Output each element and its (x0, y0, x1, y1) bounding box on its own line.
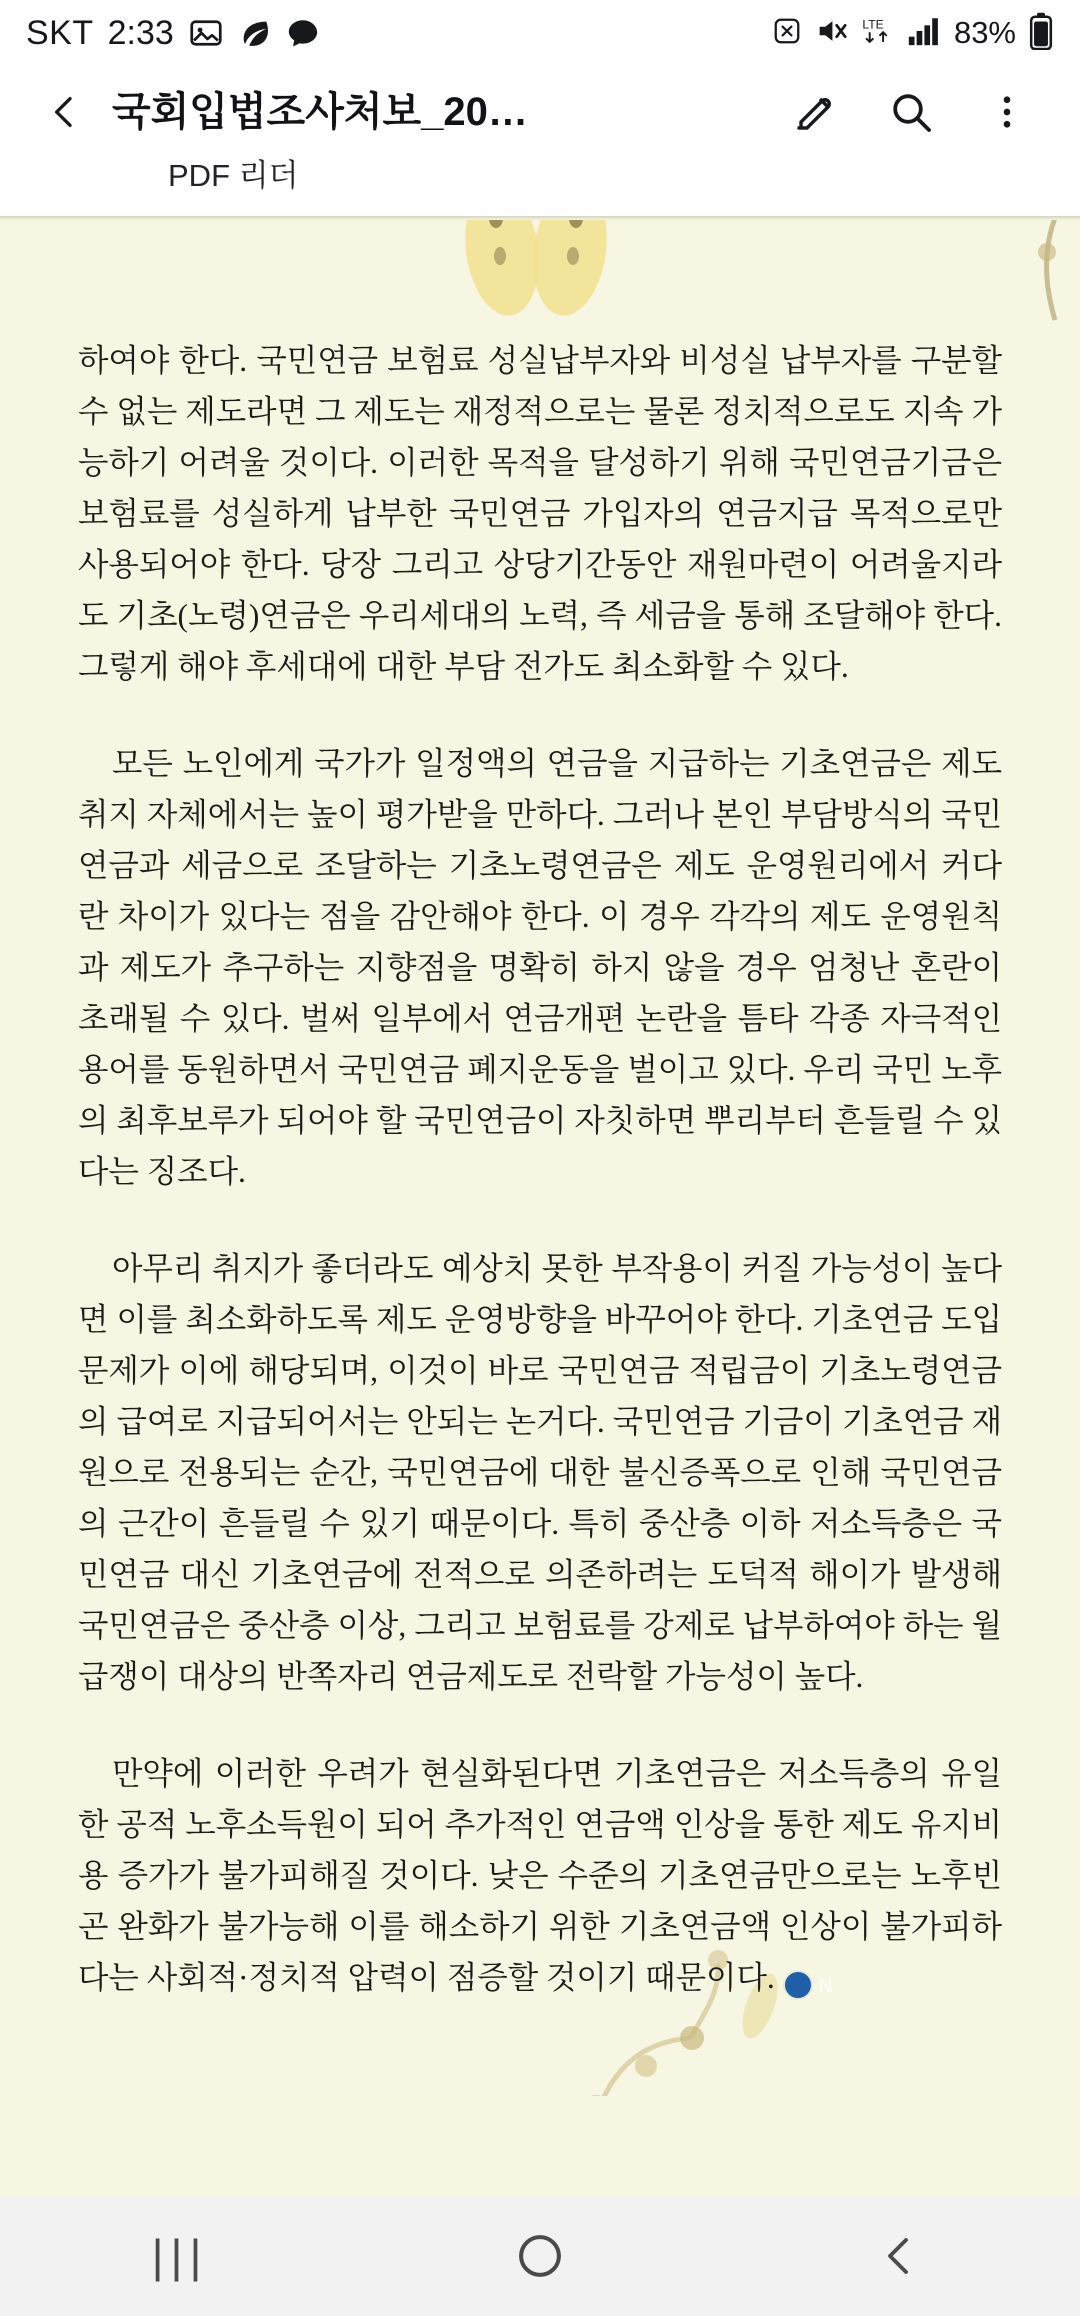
title-wrap (112, 90, 528, 134)
app-bar-actions (784, 81, 1050, 143)
chat-icon (286, 16, 320, 50)
mute-icon (814, 14, 848, 53)
status-bar-right (772, 12, 1054, 55)
edit-icon (791, 88, 839, 136)
paragraph: 하여야 한다. 국민연금 보험료 성실납부자와 비성실 납부자를 구분할 수 없는 제도라면 그 제도는 재정적으로는 물론 정치적으로도 지속 가능하기 어려울 것이다. 이러한 목적을 달성하기 위해 국민연금기금은 보험료를 성실하게 납부한 국민연금 가입자의 연금지급 목적으로만 사용되어야 한다. 당장 그리고 상당기간동안 재원마련이 어려울지라도 기초(노령)연금은 우리세대의 노력, 즉 세금을 통해 조달해야 한다. 그렇게 해야 후세대에 대한 부담 전가도 최소화할 수 있다. (78, 343, 1002, 684)
edit-button[interactable] (784, 81, 846, 143)
photo-icon (188, 15, 224, 51)
status-bar (0, 0, 1080, 66)
nav-back-button[interactable] (825, 2196, 975, 2316)
recents-button[interactable] (105, 2196, 255, 2316)
more-icon (986, 91, 1028, 133)
document-text (0, 335, 1080, 2049)
dnd-icon (772, 16, 802, 51)
back-chevron-icon (45, 92, 85, 132)
back-button[interactable] (30, 77, 100, 147)
document-page[interactable] (0, 220, 1080, 2096)
app-bar (0, 66, 1080, 158)
signal-icon (906, 14, 940, 53)
paragraph: 모든 노인에게 국가가 일정액의 연금을 지급하는 기초연금은 제도 취지 자체에서는 높이 평가받을 만하다. 그러나 본인 부담방식의 국민연금과 세금으로 조달하는 기초노령연금은 제도 운영원리에서 커다란 차이가 있다는 점을 감안해야 한다. 이 경우 각각의 제도 운영원칙과 제도가 추구하는 지향점을 명확히 하지 않을 경우 엄청난 혼란이 초래될 수 있다. 벌써 일부에서 연금개편 논란을 틈타 각종 자극적인 용어를 동원하면서 국민연금 폐지운동을 벌이고 있다. 우리 국민 노후의 최후보루가 되어야 할 국민연금이 자칫하면 뿌리부터 흔들릴 수 있다는 징조다. (78, 746, 1002, 1189)
more-options-button[interactable] (976, 81, 1038, 143)
paragraph (78, 1748, 1002, 2003)
svg-text:LTE: LTE (862, 17, 884, 32)
home-button[interactable] (465, 2196, 615, 2316)
page-title: 국회입법조사처보_20… (112, 90, 528, 134)
system-nav-bar (0, 2196, 1080, 2316)
status-bar-left (26, 14, 320, 53)
decorative-wings-top (430, 220, 640, 350)
home-circle-icon (513, 2229, 567, 2283)
search-button[interactable] (880, 81, 942, 143)
leaf-icon (238, 16, 272, 50)
lte-icon (860, 14, 894, 53)
paragraph-text: 만약에 이러한 우려가 현실화된다면 기초연금은 저소득층의 유일한 공적 노후소득원이 되어 추가적인 연금액 인상을 통한 제도 유지비용 증가가 불가피해질 것이다. 낮은 수준의 기초연금만으로는 노후빈곤 완화가 불가능해 이를 해소하기 위한 기초연금액 인상이 불가피하다는 사회적·정치적 압력이 점증할 것이기 때문이다. (78, 1756, 1002, 1995)
paragraph: 아무리 취지가 좋더라도 예상치 못한 부작용이 커질 가능성이 높다면 이를 최소화하도록 제도 운영방향을 바꾸어야 한다. 기초연금 도입 문제가 이에 해당되며, 이것이 바로 국민연금 적립금이 기초노령연금의 급여로 지급되어서는 안되는 논거다. 국민연금 기금이 기초연금 재원으로 전용되는 순간, 국민연금에 대한 불신증폭으로 인해 국민연금의 근간이 흔들릴 수 있기 때문이다. 특히 중산층 이하 저소득층은 국민연금 대신 기초연금에 전적으로 의존하려는 도덕적 해이가 발생해 국민연금은 중산층 이상, 그리고 보험료를 강제로 납부하여야 하는 월급쟁이 대상의 반쪽자리 연금제도로 전락할 가능성이 높다. (78, 1251, 1002, 1694)
app-subtitle-bar (0, 150, 1080, 216)
carrier-label: SKT (26, 13, 94, 52)
search-icon (887, 88, 935, 136)
end-mark-badge: N (783, 1970, 813, 2000)
battery-icon (1028, 12, 1054, 55)
app-subtitle: PDF 리더 (168, 158, 299, 193)
recents-icon: ||| (151, 2230, 209, 2282)
battery-percent: 83% (953, 15, 1016, 50)
back-chevron-icon (876, 2232, 924, 2280)
status-clock: 2:33 (107, 13, 174, 52)
